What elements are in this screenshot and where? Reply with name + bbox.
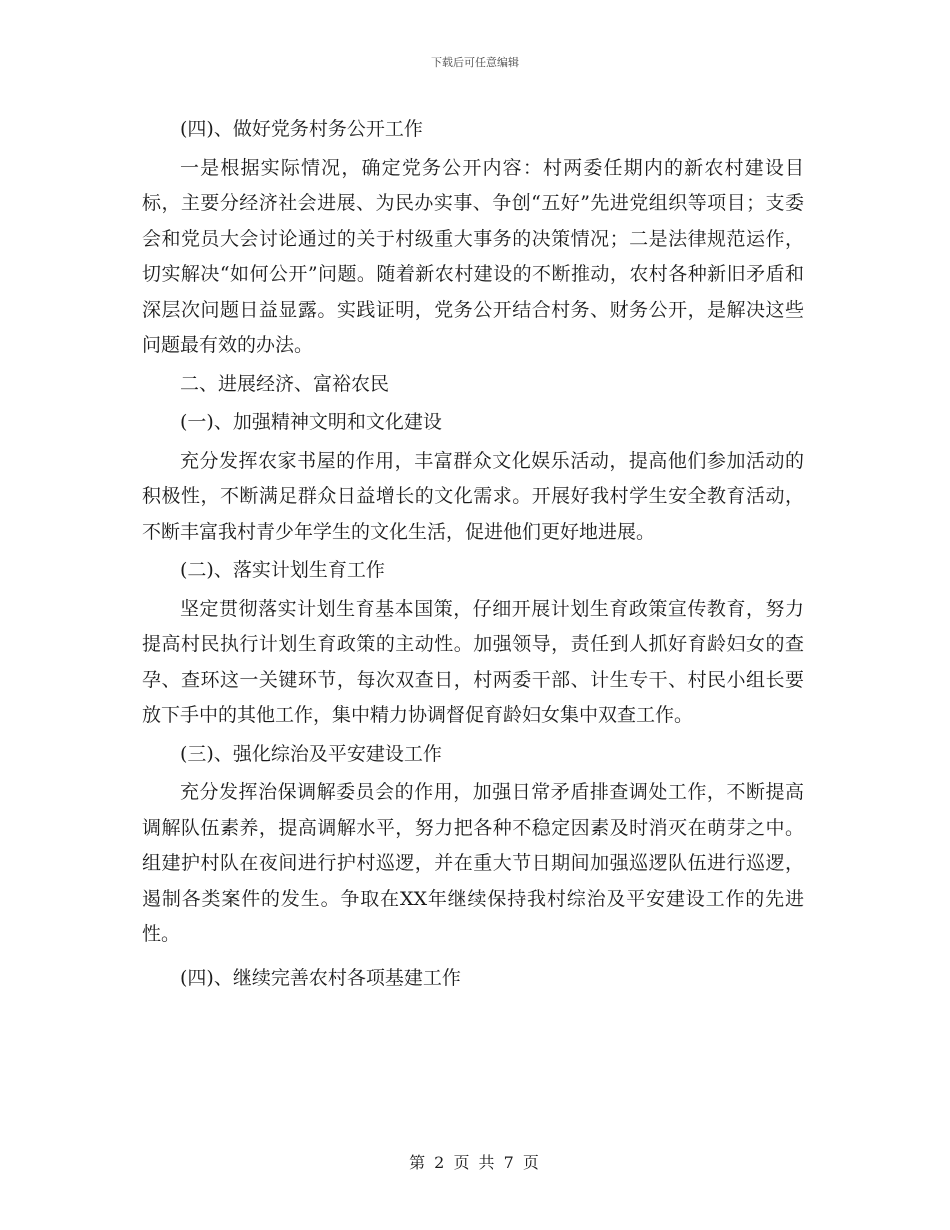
section-heading-family-planning: (二)、落实计划生育工作: [180, 559, 385, 581]
section-heading-public-security: (三)、强化综治及平安建设工作: [180, 742, 442, 765]
document-body: [142, 112, 804, 999]
paragraph-public-security: 充分发挥治保调解委员会的作用，加强日常矛盾排查调处工作，不断提高调解队伍素养，提高调解水平，努力把各种不稳定因素及时消灭在萌芽之中。组建护村队在夜间进行护村巡逻，并在重大节日期间加强巡逻队伍进行巡逻，遏制各类案件的发生。争取在XX年继续保持我村综治及平安建设工作的先进性。: [142, 781, 804, 945]
paragraph-civilization: 充分发挥农家书屋的作用，丰富群众文化娱乐活动，提高他们参加活动的积极性，不断满足群众日益增长的文化需求。开展好我村学生安全教育活动，不断丰富我村青少年学生的文化生活，促进他们更好地进展。: [142, 449, 804, 543]
page-footer: 第 2 页 共 7 页: [409, 1153, 541, 1172]
section-heading-civilization: (一)、加强精神文明和文化建设: [180, 411, 442, 433]
page-header: 下载后可任意编辑: [431, 56, 519, 69]
section-heading-party-affairs: (四)、做好党务村务公开工作: [180, 118, 423, 140]
paragraph-party-affairs: 一是根据实际情况，确定党务公开内容：村两委任期内的新农村建设目标，主要分经济社会进展、为民办实事、争创“五好”先进党组织等项目；支委会和党员大会讨论通过的关于村级重大事务的决策情况；二是法律规范运作，切实解决“如何公开”问题。随着新农村建设的不断推动，农村各种新旧矛盾和深层次问题日益显露。实践证明，党务公开结合村务、财务公开，是解决这些问题最有效的办法。: [142, 156, 804, 356]
paragraph-family-planning: 坚定贯彻落实计划生育基本国策，仔细开展计划生育政策宣传教育，努力提高村民执行计划生育政策的主动性。加强领导，责任到人抓好育龄妇女的查孕、查环这一关键环节，每次双查日，村两委干部、计生专干、村民小组长要放下手中的其他工作，集中精力协调督促育龄妇女集中双查工作。: [142, 597, 804, 726]
section-heading-economy: 二、进展经济、富裕农民: [180, 372, 390, 395]
section-heading-infrastructure: (四)、继续完善农村各项基建工作: [180, 966, 461, 989]
